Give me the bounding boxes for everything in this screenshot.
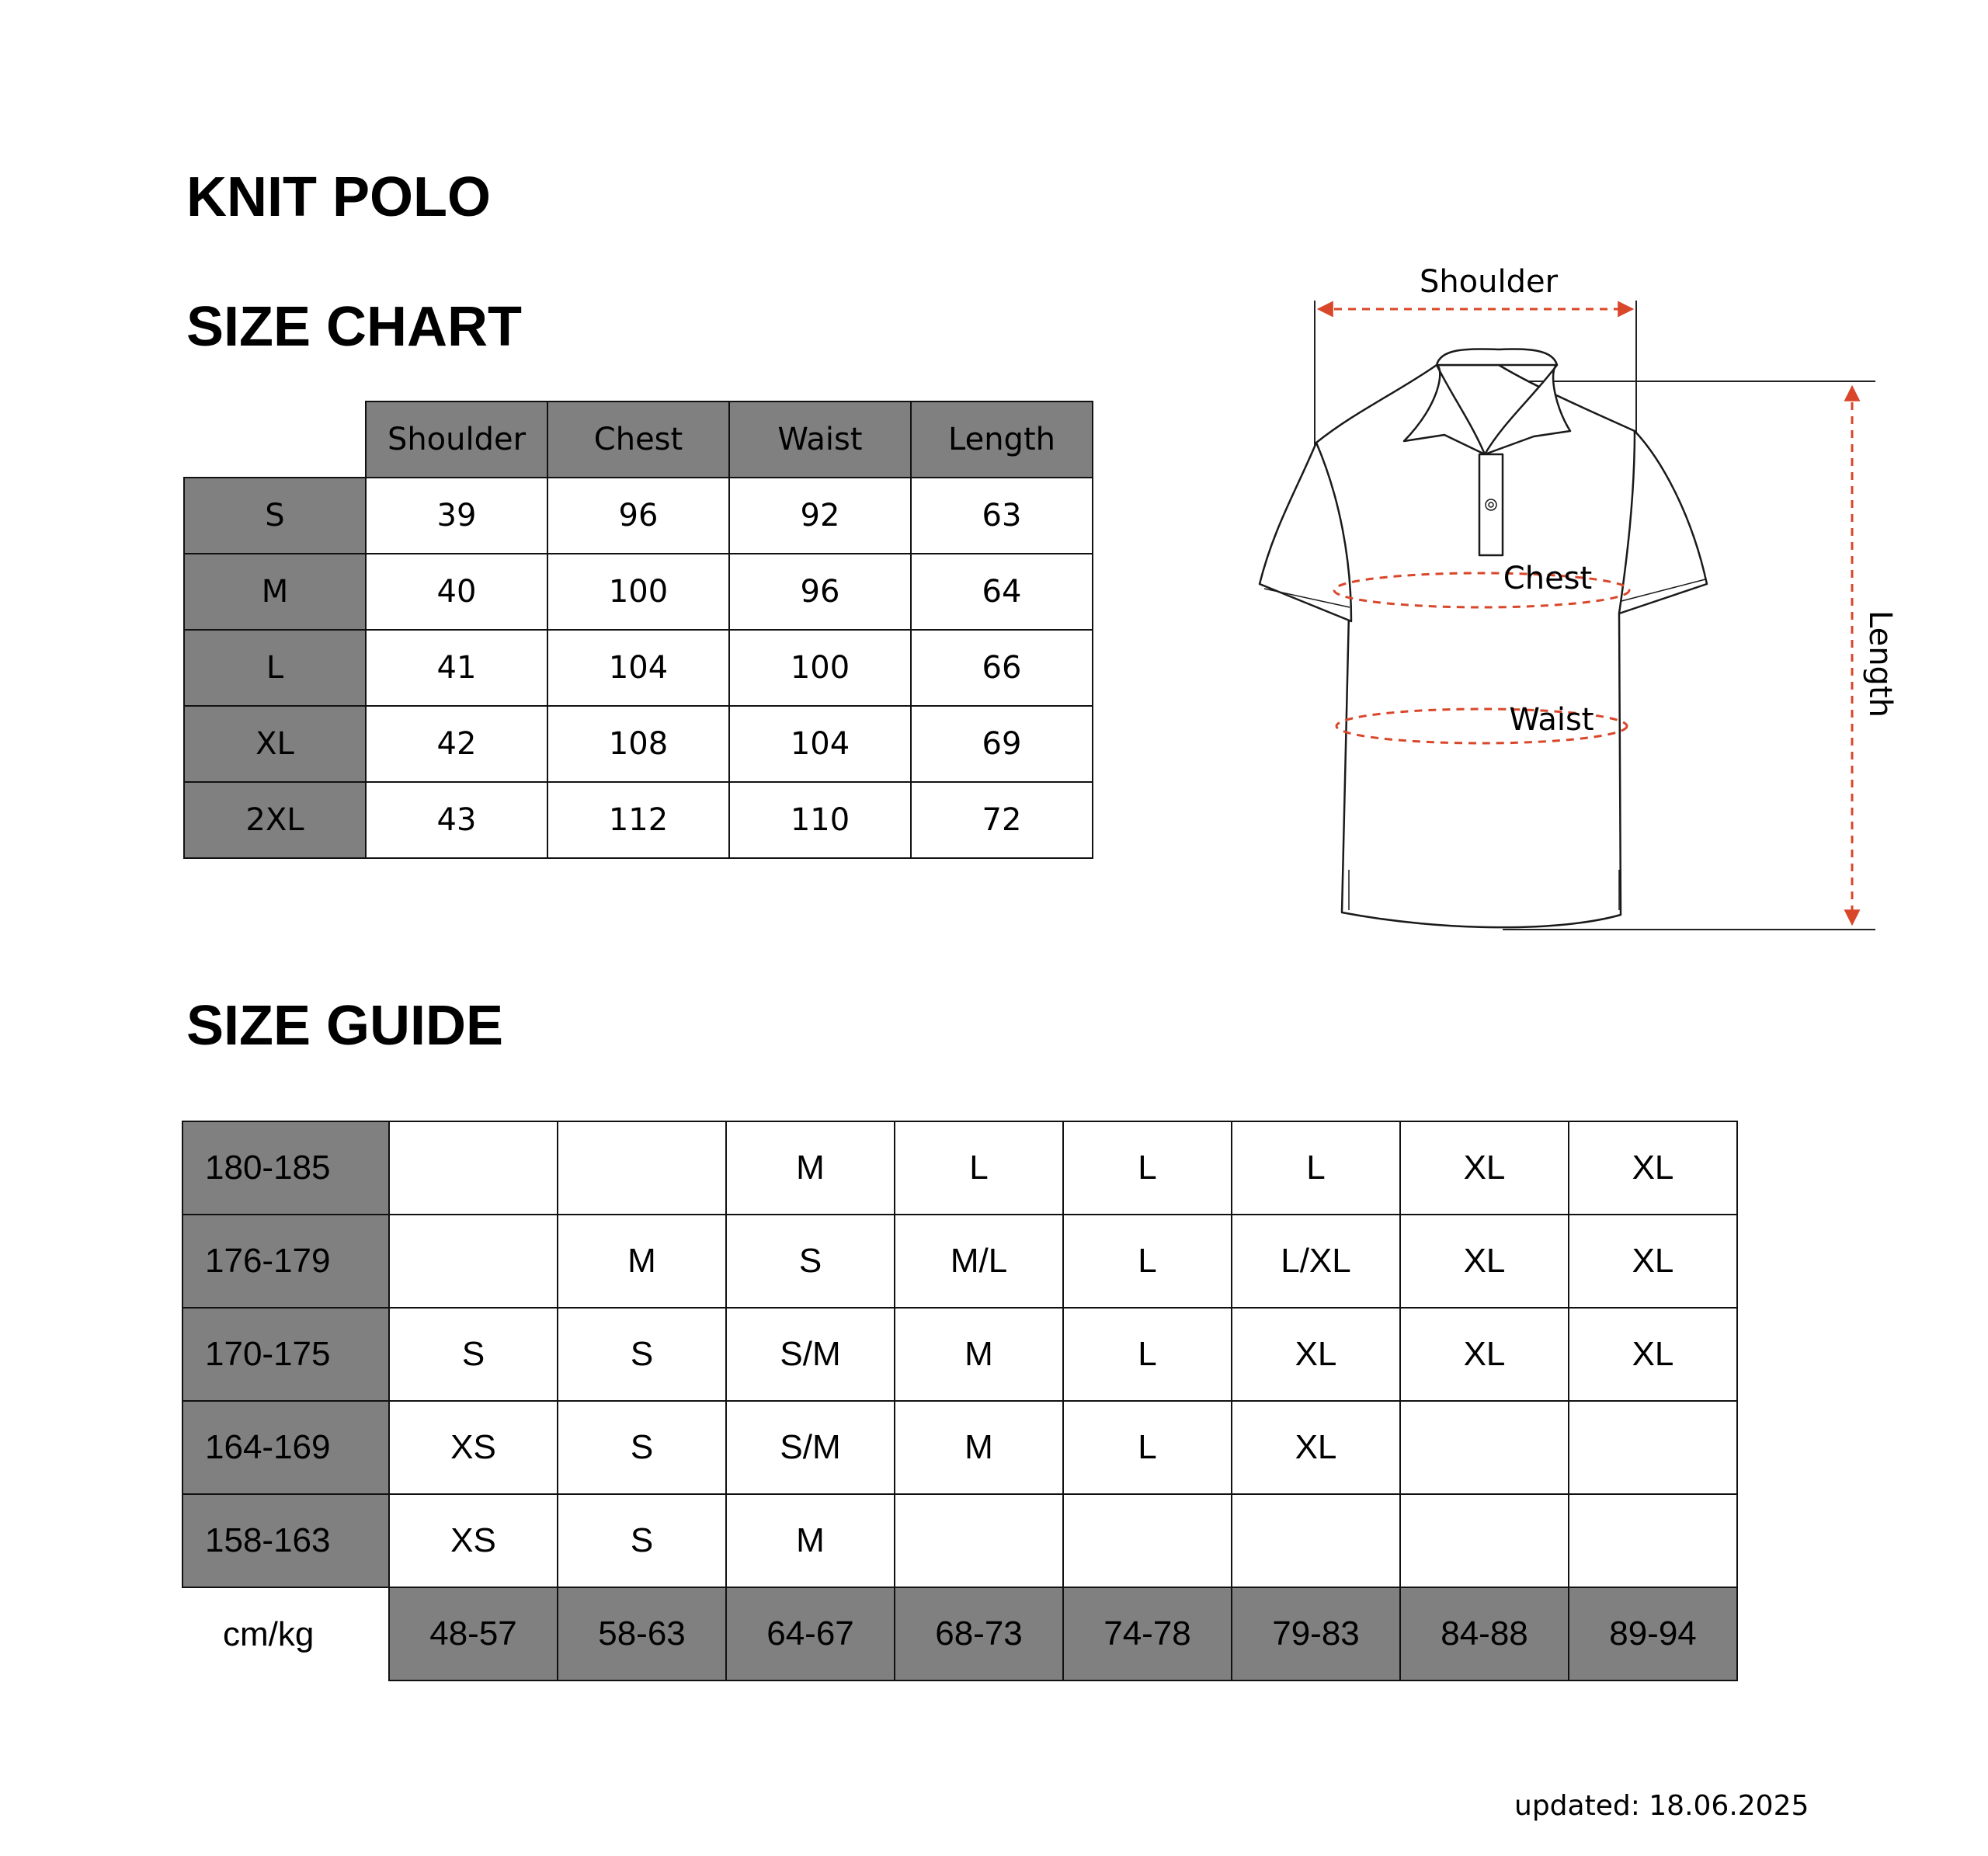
table-row xyxy=(184,554,1093,630)
weight-label: 58-63 xyxy=(558,1587,726,1680)
weight-label: 64-67 xyxy=(726,1587,895,1680)
table-cell: L xyxy=(1232,1121,1400,1215)
table-cell: S xyxy=(726,1215,895,1308)
row-height-label: 170-175 xyxy=(182,1308,389,1401)
table-cell: XL xyxy=(1569,1121,1737,1215)
table-cell: XL xyxy=(1569,1308,1737,1401)
size-chart-heading: SIZE CHART xyxy=(186,296,522,358)
page-title: KNIT POLO xyxy=(186,166,491,228)
table-cell: 43 xyxy=(366,782,547,858)
table-cell xyxy=(1400,1401,1569,1494)
table-cell: XL xyxy=(1569,1215,1737,1308)
row-size-label: S xyxy=(184,478,366,554)
table-row xyxy=(182,1121,1737,1215)
table-cell: 96 xyxy=(547,478,729,554)
row-height-label: 158-163 xyxy=(182,1494,389,1587)
weight-label: 89-94 xyxy=(1569,1587,1737,1680)
table-row xyxy=(184,706,1093,782)
table-cell xyxy=(389,1121,558,1215)
size-chart-table xyxy=(183,401,1093,859)
table-row xyxy=(182,1308,1737,1401)
table-cell: 104 xyxy=(729,706,911,782)
table-cell: 42 xyxy=(366,706,547,782)
table-cell: 110 xyxy=(729,782,911,858)
table-cell: S xyxy=(558,1308,726,1401)
weight-row xyxy=(182,1587,1737,1680)
row-size-label: L xyxy=(184,630,366,706)
table-cell: 63 xyxy=(911,478,1093,554)
table-cell: M xyxy=(895,1401,1063,1494)
shoulder-label: Shoulder xyxy=(1419,264,1559,300)
table-cell: S xyxy=(389,1308,558,1401)
table-corner xyxy=(184,401,366,478)
size-guide-table xyxy=(182,1121,1738,1681)
table-cell: XS xyxy=(389,1401,558,1494)
table-cell xyxy=(389,1215,558,1308)
table-cell: 40 xyxy=(366,554,547,630)
polo-measurement-diagram xyxy=(1235,256,1918,955)
column-header: Chest xyxy=(547,401,729,478)
table-cell: M xyxy=(558,1215,726,1308)
table-cell: 112 xyxy=(547,782,729,858)
table-cell: XL xyxy=(1400,1215,1569,1308)
table-cell xyxy=(1569,1494,1737,1587)
row-height-label: 164-169 xyxy=(182,1401,389,1494)
table-cell: 72 xyxy=(911,782,1093,858)
row-size-label: 2XL xyxy=(184,782,366,858)
column-header: Shoulder xyxy=(366,401,547,478)
table-cell: 108 xyxy=(547,706,729,782)
column-header: Waist xyxy=(729,401,911,478)
table-cell: XL xyxy=(1400,1121,1569,1215)
table-cell xyxy=(1063,1494,1232,1587)
length-label: Length xyxy=(1862,610,1898,718)
weight-label: 79-83 xyxy=(1232,1587,1400,1680)
table-cell: 96 xyxy=(729,554,911,630)
table-cell: 100 xyxy=(547,554,729,630)
table-cell: S/M xyxy=(726,1308,895,1401)
table-cell: S xyxy=(558,1401,726,1494)
updated-date: updated: 18.06.2025 xyxy=(1514,1790,1809,1822)
weight-label: 84-88 xyxy=(1400,1587,1569,1680)
table-cell: L xyxy=(1063,1121,1232,1215)
table-cell: S xyxy=(558,1494,726,1587)
table-cell xyxy=(895,1494,1063,1587)
weight-label: 68-73 xyxy=(895,1587,1063,1680)
table-cell: M xyxy=(726,1121,895,1215)
table-cell: 64 xyxy=(911,554,1093,630)
weight-label: 74-78 xyxy=(1063,1587,1232,1680)
table-cell: 104 xyxy=(547,630,729,706)
table-cell: M xyxy=(726,1494,895,1587)
table-cell xyxy=(1400,1494,1569,1587)
table-cell: 69 xyxy=(911,706,1093,782)
chest-label: Chest xyxy=(1503,561,1593,596)
table-cell: L xyxy=(1063,1215,1232,1308)
table-cell: XS xyxy=(389,1494,558,1587)
row-size-label: XL xyxy=(184,706,366,782)
table-cell: XL xyxy=(1232,1308,1400,1401)
table-cell: L xyxy=(895,1121,1063,1215)
table-row xyxy=(184,782,1093,858)
table-row xyxy=(184,478,1093,554)
table-cell: 39 xyxy=(366,478,547,554)
weight-label: 48-57 xyxy=(389,1587,558,1680)
table-cell: 100 xyxy=(729,630,911,706)
table-header-row xyxy=(184,401,1093,478)
table-row xyxy=(182,1494,1737,1587)
table-cell: L/XL xyxy=(1232,1215,1400,1308)
table-cell: XL xyxy=(1400,1308,1569,1401)
table-cell: M/L xyxy=(895,1215,1063,1308)
table-cell xyxy=(558,1121,726,1215)
table-cell: L xyxy=(1063,1308,1232,1401)
table-cell: M xyxy=(895,1308,1063,1401)
row-height-label: 176-179 xyxy=(182,1215,389,1308)
size-guide-heading: SIZE GUIDE xyxy=(186,995,504,1057)
table-cell: 41 xyxy=(366,630,547,706)
table-cell: S/M xyxy=(726,1401,895,1494)
row-height-label: 180-185 xyxy=(182,1121,389,1215)
table-cell xyxy=(1569,1401,1737,1494)
column-header: Length xyxy=(911,401,1093,478)
table-row xyxy=(184,630,1093,706)
unit-label: cm/kg xyxy=(223,1614,315,1653)
table-cell: L xyxy=(1063,1401,1232,1494)
table-row xyxy=(182,1215,1737,1308)
table-cell: XL xyxy=(1232,1401,1400,1494)
waist-label: Waist xyxy=(1509,702,1594,738)
table-cell xyxy=(1232,1494,1400,1587)
polo-shirt-outline xyxy=(1260,349,1707,927)
table-row xyxy=(182,1401,1737,1494)
row-size-label: M xyxy=(184,554,366,630)
table-cell: 66 xyxy=(911,630,1093,706)
table-cell: 92 xyxy=(729,478,911,554)
